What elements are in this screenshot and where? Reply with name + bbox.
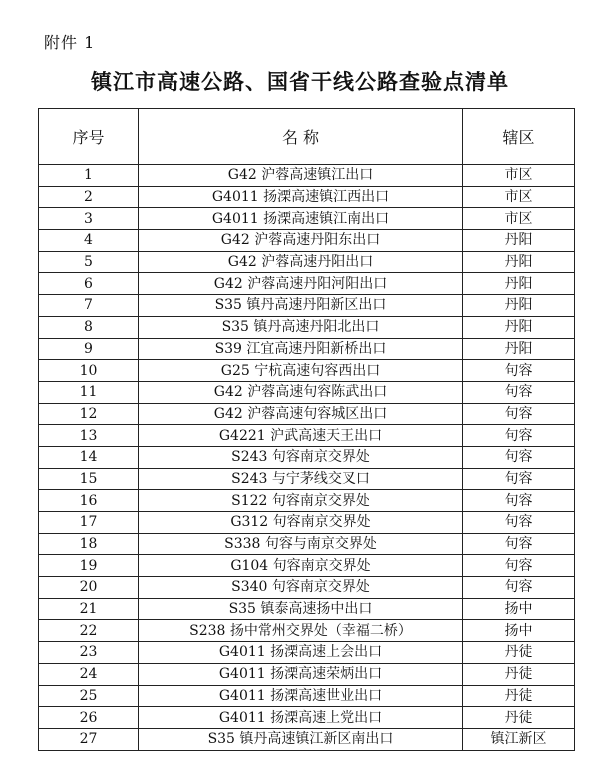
cell-index: 21: [39, 598, 139, 620]
table-row: [39, 663, 575, 685]
table-row: [39, 295, 575, 317]
cell-name: S243 句容南京交界处: [139, 446, 463, 468]
header-name: 名 称: [139, 109, 463, 165]
cell-name: S35 镇泰高速扬中出口: [139, 598, 463, 620]
cell-district: 丹阳: [463, 295, 575, 317]
cell-index: 11: [39, 381, 139, 403]
cell-district: 句容: [463, 555, 575, 577]
cell-district: 句容: [463, 468, 575, 490]
cell-name: S238 扬中常州交界处（幸福二桥）: [139, 620, 463, 642]
table-row: [39, 685, 575, 707]
cell-index: 13: [39, 425, 139, 447]
table-row: [39, 186, 575, 208]
cell-name: G42 沪蓉高速句容城区出口: [139, 403, 463, 425]
cell-index: 24: [39, 663, 139, 685]
cell-district: 丹徒: [463, 707, 575, 729]
cell-name: G4221 沪武高速天王出口: [139, 425, 463, 447]
table-row: [39, 620, 575, 642]
cell-district: 市区: [463, 165, 575, 187]
table-row: [39, 446, 575, 468]
cell-index: 27: [39, 728, 139, 750]
table-row: [39, 403, 575, 425]
table-row: [39, 598, 575, 620]
cell-index: 10: [39, 360, 139, 382]
cell-name: G312 句容南京交界处: [139, 512, 463, 534]
cell-name: G42 沪蓉高速丹阳东出口: [139, 230, 463, 252]
cell-index: 16: [39, 490, 139, 512]
cell-district: 句容: [463, 360, 575, 382]
table-row: [39, 316, 575, 338]
cell-district: 扬中: [463, 598, 575, 620]
table-row: [39, 425, 575, 447]
cell-index: 14: [39, 446, 139, 468]
cell-name: S338 句容与南京交界处: [139, 533, 463, 555]
cell-name: G104 句容南京交界处: [139, 555, 463, 577]
cell-district: 句容: [463, 381, 575, 403]
cell-district: 市区: [463, 186, 575, 208]
table-body: [39, 165, 575, 751]
table-row: [39, 707, 575, 729]
table-row: [39, 165, 575, 187]
checkpoint-table: [38, 108, 575, 751]
cell-name: S39 江宜高速丹阳新桥出口: [139, 338, 463, 360]
cell-district: 丹徒: [463, 663, 575, 685]
attachment-label: 附件 1: [44, 33, 96, 52]
cell-index: 26: [39, 707, 139, 729]
table-header-row: [39, 109, 575, 165]
cell-name: G42 沪蓉高速镇江出口: [139, 165, 463, 187]
cell-district: 句容: [463, 425, 575, 447]
table-row: [39, 360, 575, 382]
cell-index: 15: [39, 468, 139, 490]
cell-district: 句容: [463, 533, 575, 555]
cell-index: 4: [39, 230, 139, 252]
cell-district: 句容: [463, 403, 575, 425]
cell-name: G4011 扬溧高速上会出口: [139, 642, 463, 664]
cell-index: 2: [39, 186, 139, 208]
cell-index: 19: [39, 555, 139, 577]
cell-name: G42 沪蓉高速丹阳出口: [139, 251, 463, 273]
cell-district: 丹阳: [463, 273, 575, 295]
cell-name: S122 句容南京交界处: [139, 490, 463, 512]
cell-index: 1: [39, 165, 139, 187]
cell-district: 句容: [463, 446, 575, 468]
cell-index: 20: [39, 577, 139, 599]
cell-district: 丹阳: [463, 338, 575, 360]
cell-name: S35 镇丹高速丹阳新区出口: [139, 295, 463, 317]
header-district: 辖区: [463, 109, 575, 165]
cell-district: 市区: [463, 208, 575, 230]
cell-name: G42 沪蓉高速丹阳河阳出口: [139, 273, 463, 295]
cell-index: 12: [39, 403, 139, 425]
cell-name: G4011 扬溧高速镇江南出口: [139, 208, 463, 230]
cell-name: G25 宁杭高速句容西出口: [139, 360, 463, 382]
cell-district: 丹阳: [463, 230, 575, 252]
table-row: [39, 728, 575, 750]
table-row: [39, 208, 575, 230]
cell-district: 丹徒: [463, 642, 575, 664]
cell-name: G4011 扬溧高速上党出口: [139, 707, 463, 729]
cell-index: 9: [39, 338, 139, 360]
table-row: [39, 490, 575, 512]
cell-index: 7: [39, 295, 139, 317]
cell-name: S35 镇丹高速镇江新区南出口: [139, 728, 463, 750]
table-row: [39, 512, 575, 534]
cell-index: 5: [39, 251, 139, 273]
cell-index: 22: [39, 620, 139, 642]
cell-index: 18: [39, 533, 139, 555]
cell-index: 17: [39, 512, 139, 534]
cell-district: 句容: [463, 490, 575, 512]
header-index: 序号: [39, 109, 139, 165]
table-row: [39, 338, 575, 360]
cell-district: 丹阳: [463, 251, 575, 273]
cell-district: 句容: [463, 577, 575, 599]
cell-name: S340 句容南京交界处: [139, 577, 463, 599]
table-row: [39, 555, 575, 577]
cell-district: 扬中: [463, 620, 575, 642]
table-row: [39, 642, 575, 664]
cell-district: 句容: [463, 512, 575, 534]
cell-index: 25: [39, 685, 139, 707]
cell-name: G42 沪蓉高速句容陈武出口: [139, 381, 463, 403]
cell-district: 镇江新区: [463, 728, 575, 750]
document-title: 镇江市高速公路、国省干线公路查验点清单: [91, 70, 509, 94]
table-row: [39, 230, 575, 252]
cell-index: 8: [39, 316, 139, 338]
table-row: [39, 273, 575, 295]
cell-index: 3: [39, 208, 139, 230]
table-row: [39, 533, 575, 555]
cell-name: S243 与宁茅线交叉口: [139, 468, 463, 490]
table-row: [39, 381, 575, 403]
table-row: [39, 251, 575, 273]
cell-district: 丹徒: [463, 685, 575, 707]
cell-district: 丹阳: [463, 316, 575, 338]
cell-index: 6: [39, 273, 139, 295]
cell-name: G4011 扬溧高速世业出口: [139, 685, 463, 707]
cell-name: S35 镇丹高速丹阳北出口: [139, 316, 463, 338]
cell-name: G4011 扬溧高速镇江西出口: [139, 186, 463, 208]
table-row: [39, 468, 575, 490]
cell-index: 23: [39, 642, 139, 664]
table-row: [39, 577, 575, 599]
cell-name: G4011 扬溧高速荣炳出口: [139, 663, 463, 685]
